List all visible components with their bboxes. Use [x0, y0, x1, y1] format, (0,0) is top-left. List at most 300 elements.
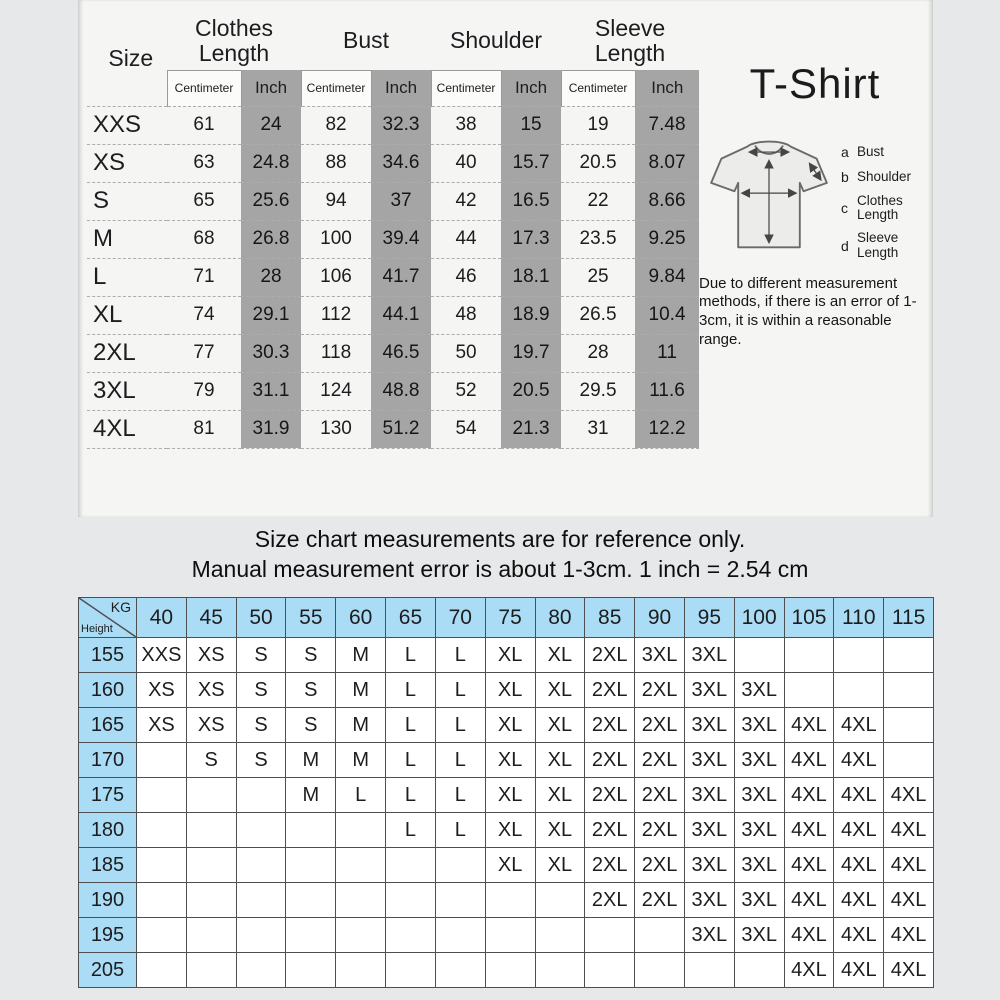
fit-size-cell: XXS — [137, 638, 187, 673]
reference-note-line1: Size chart measurements are for reference only. — [254, 526, 746, 552]
fit-empty-cell — [884, 673, 934, 708]
legend-item-b — [841, 169, 923, 185]
centimeter-value: 28 — [561, 334, 635, 372]
centimeter-value: 88 — [301, 144, 371, 182]
fit-size-cell: L — [386, 638, 436, 673]
fit-size-cell: 2XL — [585, 708, 635, 743]
size-table-row — [87, 372, 699, 410]
fit-empty-cell — [485, 883, 535, 918]
inch-value: 8.66 — [635, 182, 699, 220]
fit-size-cell: XS — [186, 708, 236, 743]
centimeter-value: 46 — [431, 258, 501, 296]
fit-size-cell: 4XL — [884, 918, 934, 953]
fit-empty-cell — [635, 918, 685, 953]
fit-size-cell: L — [435, 743, 485, 778]
fit-size-cell: 2XL — [635, 848, 685, 883]
centimeter-value: 94 — [301, 182, 371, 220]
fit-size-cell: S — [286, 673, 336, 708]
centimeter-unit-header: Centimeter — [301, 70, 371, 106]
fit-empty-cell — [137, 813, 187, 848]
corner-kg-label: KG — [110, 599, 131, 615]
size-label: L — [87, 258, 167, 296]
fit-size-cell: XL — [485, 708, 535, 743]
inch-value: 31.1 — [241, 372, 301, 410]
inch-value: 44.1 — [371, 296, 431, 334]
fit-size-cell: 4XL — [784, 918, 834, 953]
centimeter-value: 63 — [167, 144, 241, 182]
inch-value: 29.1 — [241, 296, 301, 334]
fit-empty-cell — [535, 883, 585, 918]
inch-value: 41.7 — [371, 258, 431, 296]
fit-size-cell: 2XL — [585, 813, 635, 848]
inch-value: 26.8 — [241, 220, 301, 258]
fit-size-cell: S — [286, 708, 336, 743]
fit-size-cell: 3XL — [734, 778, 784, 813]
centimeter-value: 44 — [431, 220, 501, 258]
size-table-row — [87, 220, 699, 258]
fit-size-cell: 4XL — [834, 708, 884, 743]
centimeter-value: 81 — [167, 410, 241, 448]
fit-table-row — [79, 848, 934, 883]
group-header-bust: Bust — [343, 27, 390, 54]
fit-size-cell: 4XL — [784, 743, 834, 778]
fit-size-cell: L — [386, 743, 436, 778]
fit-size-cell: M — [336, 673, 386, 708]
fit-empty-cell — [784, 638, 834, 673]
legend-label: Shoulder — [857, 168, 912, 184]
centimeter-value: 31 — [561, 410, 635, 448]
fit-size-cell: S — [286, 638, 336, 673]
size-table-unit-header-row — [87, 70, 699, 106]
height-header: 190 — [79, 883, 137, 918]
fit-empty-cell — [186, 778, 236, 813]
fit-size-cell: 2XL — [635, 743, 685, 778]
fit-size-cell: L — [435, 778, 485, 813]
size-label: M — [87, 220, 167, 258]
fit-size-cell: 3XL — [684, 778, 734, 813]
fit-size-cell: 2XL — [635, 778, 685, 813]
weight-header: 110 — [834, 598, 884, 638]
centimeter-value: 42 — [431, 182, 501, 220]
fit-size-cell: 3XL — [684, 883, 734, 918]
legend-item-c — [841, 194, 923, 222]
fit-size-cell: 4XL — [784, 708, 834, 743]
weight-header: 50 — [236, 598, 286, 638]
fit-size-cell: M — [336, 743, 386, 778]
fit-size-cell: 4XL — [834, 743, 884, 778]
size-label: XXS — [87, 106, 167, 144]
fit-size-cell: XL — [535, 708, 585, 743]
fit-size-cell: XL — [485, 673, 535, 708]
fit-size-cell: 2XL — [585, 638, 635, 673]
weight-header: 115 — [884, 598, 934, 638]
diagram-legend — [841, 130, 923, 269]
inch-value: 12.2 — [635, 410, 699, 448]
fit-size-cell: S — [236, 638, 286, 673]
fit-empty-cell — [336, 813, 386, 848]
inch-value: 15 — [501, 106, 561, 144]
fit-size-cell: 4XL — [884, 778, 934, 813]
centimeter-value: 124 — [301, 372, 371, 410]
weight-header: 70 — [435, 598, 485, 638]
weight-header: 55 — [286, 598, 336, 638]
size-label: 3XL — [87, 372, 167, 410]
centimeter-value: 23.5 — [561, 220, 635, 258]
fit-size-cell: L — [336, 778, 386, 813]
weight-header: 90 — [635, 598, 685, 638]
fit-table-row — [79, 883, 934, 918]
fit-size-cell: S — [186, 743, 236, 778]
centimeter-value: 52 — [431, 372, 501, 410]
fit-size-cell: 2XL — [585, 743, 635, 778]
fit-size-cell: 2XL — [585, 778, 635, 813]
fit-table — [78, 597, 934, 988]
inch-value: 9.84 — [635, 258, 699, 296]
fit-empty-cell — [137, 743, 187, 778]
inch-value: 34.6 — [371, 144, 431, 182]
fit-empty-cell — [435, 848, 485, 883]
fit-size-cell: L — [386, 673, 436, 708]
fit-empty-cell — [435, 883, 485, 918]
size-table-row — [87, 182, 699, 220]
weight-header: 100 — [734, 598, 784, 638]
size-label: XL — [87, 296, 167, 334]
fit-empty-cell — [286, 813, 336, 848]
fit-empty-cell — [386, 953, 436, 988]
centimeter-value: 68 — [167, 220, 241, 258]
fit-size-cell: L — [435, 673, 485, 708]
size-table-row — [87, 334, 699, 372]
fit-size-cell: 4XL — [784, 953, 834, 988]
fit-empty-cell — [137, 778, 187, 813]
centimeter-value: 82 — [301, 106, 371, 144]
inch-value: 19.7 — [501, 334, 561, 372]
centimeter-value: 77 — [167, 334, 241, 372]
centimeter-value: 26.5 — [561, 296, 635, 334]
inch-value: 10.4 — [635, 296, 699, 334]
fit-table-row — [79, 708, 934, 743]
fit-size-cell: L — [386, 813, 436, 848]
fit-size-cell: L — [386, 708, 436, 743]
inch-value: 11.6 — [635, 372, 699, 410]
size-table-row — [87, 296, 699, 334]
fit-empty-cell — [734, 638, 784, 673]
fit-size-cell: M — [286, 778, 336, 813]
inch-value: 25.6 — [241, 182, 301, 220]
inch-value: 18.1 — [501, 258, 561, 296]
inch-value: 28 — [241, 258, 301, 296]
tshirt-icon — [699, 130, 839, 260]
fit-empty-cell — [834, 638, 884, 673]
legend-key: b — [841, 169, 849, 185]
fit-empty-cell — [834, 673, 884, 708]
size-table-row — [87, 144, 699, 182]
height-header: 175 — [79, 778, 137, 813]
inch-unit-header: Inch — [501, 70, 561, 106]
fit-size-cell: M — [336, 708, 386, 743]
fit-size-cell: S — [236, 743, 286, 778]
fit-empty-cell — [884, 638, 934, 673]
fit-size-cell: XL — [485, 743, 535, 778]
corner-height-label: Height — [81, 623, 113, 635]
measurement-disclaimer: Due to different measurement methods, if there is an error of 1-3cm, it is within a reasonable range. — [699, 274, 917, 348]
centimeter-value: 65 — [167, 182, 241, 220]
weight-header: 60 — [336, 598, 386, 638]
legend-key: c — [841, 200, 848, 217]
size-table-group-header-row — [87, 12, 699, 70]
fit-empty-cell — [137, 883, 187, 918]
fit-empty-cell — [485, 918, 535, 953]
fit-empty-cell — [884, 708, 934, 743]
centimeter-value: 29.5 — [561, 372, 635, 410]
fit-size-cell: XL — [485, 813, 535, 848]
fit-empty-cell — [386, 883, 436, 918]
fit-empty-cell — [386, 918, 436, 953]
fit-size-cell: 3XL — [684, 708, 734, 743]
fit-size-cell: 2XL — [635, 813, 685, 848]
fit-size-cell: XL — [485, 638, 535, 673]
fit-size-cell: 3XL — [734, 918, 784, 953]
fit-empty-cell — [535, 953, 585, 988]
fit-table-row — [79, 638, 934, 673]
fit-size-cell: XL — [535, 673, 585, 708]
fit-table-row — [79, 673, 934, 708]
weight-header: 65 — [386, 598, 436, 638]
fit-empty-cell — [734, 953, 784, 988]
centimeter-value: 25 — [561, 258, 635, 296]
fit-size-cell: 4XL — [884, 883, 934, 918]
size-label: S — [87, 182, 167, 220]
fit-size-cell: 4XL — [834, 813, 884, 848]
fit-size-cell: 3XL — [635, 638, 685, 673]
fit-size-cell: 3XL — [684, 918, 734, 953]
fit-size-cell: 4XL — [834, 778, 884, 813]
inch-value: 17.3 — [501, 220, 561, 258]
fit-empty-cell — [186, 813, 236, 848]
fit-size-cell: XL — [485, 848, 535, 883]
inch-value: 18.9 — [501, 296, 561, 334]
reference-note — [0, 524, 1000, 584]
fit-size-cell: XL — [535, 813, 585, 848]
fit-empty-cell — [286, 883, 336, 918]
inch-value: 39.4 — [371, 220, 431, 258]
fit-empty-cell — [884, 743, 934, 778]
fit-size-cell: L — [386, 778, 436, 813]
inch-value: 37 — [371, 182, 431, 220]
weight-header: 40 — [137, 598, 187, 638]
centimeter-value: 20.5 — [561, 144, 635, 182]
reference-note-line2: Manual measurement error is about 1-3cm. 1 inch = 2.54 cm — [191, 556, 809, 582]
group-header-shoulder: Shoulder — [449, 27, 543, 54]
fit-empty-cell — [236, 778, 286, 813]
right-info-block — [699, 60, 931, 350]
centimeter-value: 50 — [431, 334, 501, 372]
fit-size-cell: 4XL — [784, 813, 834, 848]
height-header: 160 — [79, 673, 137, 708]
height-header: 180 — [79, 813, 137, 848]
fit-size-cell: 4XL — [834, 848, 884, 883]
inch-value: 24 — [241, 106, 301, 144]
inch-value: 32.3 — [371, 106, 431, 144]
legend-item-a — [841, 144, 923, 160]
inch-value: 48.8 — [371, 372, 431, 410]
centimeter-value: 100 — [301, 220, 371, 258]
legend-key: d — [841, 237, 849, 254]
size-label: XS — [87, 144, 167, 182]
inch-value: 8.07 — [635, 144, 699, 182]
fit-empty-cell — [236, 848, 286, 883]
fit-size-cell: 2XL — [635, 673, 685, 708]
fit-size-cell: 4XL — [784, 883, 834, 918]
inch-value: 51.2 — [371, 410, 431, 448]
weight-header: 45 — [186, 598, 236, 638]
fit-size-cell: M — [336, 638, 386, 673]
fit-size-cell: 3XL — [734, 673, 784, 708]
fit-size-cell: L — [435, 708, 485, 743]
fit-empty-cell — [186, 918, 236, 953]
fit-size-cell: 3XL — [734, 708, 784, 743]
fit-size-cell: L — [435, 813, 485, 848]
legend-item-d — [841, 231, 923, 259]
inch-value: 11 — [635, 334, 699, 372]
fit-size-cell: 4XL — [834, 883, 884, 918]
size-label: 4XL — [87, 410, 167, 448]
group-header-sleeve-length: Sleeve Length — [594, 14, 666, 66]
fit-size-cell: M — [286, 743, 336, 778]
height-header: 195 — [79, 918, 137, 953]
centimeter-unit-header: Centimeter — [167, 70, 241, 106]
centimeter-unit-header: Centimeter — [561, 70, 635, 106]
fit-size-cell: XL — [535, 848, 585, 883]
fit-size-cell: S — [236, 708, 286, 743]
centimeter-value: 74 — [167, 296, 241, 334]
height-header: 170 — [79, 743, 137, 778]
measurement-panel — [78, 0, 933, 517]
weight-header: 85 — [585, 598, 635, 638]
corner-kg-height-cell — [79, 598, 137, 638]
fit-size-cell: 4XL — [884, 848, 934, 883]
fit-empty-cell — [784, 673, 834, 708]
fit-empty-cell — [137, 953, 187, 988]
centimeter-value: 40 — [431, 144, 501, 182]
fit-table-row — [79, 953, 934, 988]
fit-size-cell: L — [435, 638, 485, 673]
fit-empty-cell — [485, 953, 535, 988]
fit-empty-cell — [435, 953, 485, 988]
fit-empty-cell — [635, 953, 685, 988]
fit-empty-cell — [684, 953, 734, 988]
fit-empty-cell — [236, 813, 286, 848]
inch-value: 31.9 — [241, 410, 301, 448]
fit-size-cell: 3XL — [684, 638, 734, 673]
inch-value: 30.3 — [241, 334, 301, 372]
size-measurement-table — [87, 12, 699, 449]
fit-empty-cell — [535, 918, 585, 953]
centimeter-value: 130 — [301, 410, 371, 448]
fit-empty-cell — [386, 848, 436, 883]
fit-size-cell: 3XL — [734, 813, 784, 848]
size-table-row — [87, 410, 699, 448]
fit-table-row — [79, 743, 934, 778]
inch-value: 24.8 — [241, 144, 301, 182]
fit-size-cell: 2XL — [585, 883, 635, 918]
fit-size-cell: 4XL — [834, 953, 884, 988]
centimeter-value: 22 — [561, 182, 635, 220]
centimeter-value: 71 — [167, 258, 241, 296]
fit-size-cell: 4XL — [884, 953, 934, 988]
inch-value: 7.48 — [635, 106, 699, 144]
centimeter-value: 48 — [431, 296, 501, 334]
centimeter-value: 118 — [301, 334, 371, 372]
fit-empty-cell — [137, 918, 187, 953]
inch-value: 20.5 — [501, 372, 561, 410]
fit-size-cell: 3XL — [684, 813, 734, 848]
fit-size-cell: XS — [186, 673, 236, 708]
centimeter-value: 54 — [431, 410, 501, 448]
fit-size-cell: 3XL — [684, 673, 734, 708]
fit-size-cell: 4XL — [784, 848, 834, 883]
height-header: 165 — [79, 708, 137, 743]
inch-value: 16.5 — [501, 182, 561, 220]
group-header-clothes-length: Clothes Length — [195, 14, 273, 66]
legend-label: Clothes Length — [857, 193, 903, 223]
product-title: T-Shirt — [749, 60, 881, 107]
size-label: 2XL — [87, 334, 167, 372]
fit-size-cell: XS — [186, 638, 236, 673]
fit-empty-cell — [186, 953, 236, 988]
fit-empty-cell — [236, 953, 286, 988]
centimeter-value: 19 — [561, 106, 635, 144]
size-table-row — [87, 106, 699, 144]
fit-table-row — [79, 778, 934, 813]
fit-empty-cell — [236, 883, 286, 918]
fit-size-cell: 2XL — [635, 883, 685, 918]
size-column-header: Size — [87, 12, 167, 106]
centimeter-unit-header: Centimeter — [431, 70, 501, 106]
fit-size-cell: 4XL — [834, 918, 884, 953]
height-header: 205 — [79, 953, 137, 988]
fit-size-cell: XS — [137, 673, 187, 708]
centimeter-value: 61 — [167, 106, 241, 144]
fit-size-cell: XL — [485, 778, 535, 813]
inch-value: 46.5 — [371, 334, 431, 372]
inch-value: 9.25 — [635, 220, 699, 258]
inch-unit-header: Inch — [241, 70, 301, 106]
fit-empty-cell — [435, 918, 485, 953]
centimeter-value: 38 — [431, 106, 501, 144]
fit-empty-cell — [137, 848, 187, 883]
fit-empty-cell — [286, 848, 336, 883]
centimeter-value: 112 — [301, 296, 371, 334]
inch-value: 21.3 — [501, 410, 561, 448]
tshirt-diagram — [699, 130, 931, 269]
fit-empty-cell — [336, 848, 386, 883]
fit-size-cell: 2XL — [635, 708, 685, 743]
fit-size-cell: 2XL — [585, 848, 635, 883]
weight-header: 105 — [784, 598, 834, 638]
legend-key: a — [841, 144, 849, 160]
fit-empty-cell — [336, 918, 386, 953]
fit-empty-cell — [336, 953, 386, 988]
centimeter-value: 79 — [167, 372, 241, 410]
legend-label: Sleeve Length — [857, 230, 899, 260]
fit-size-cell: 3XL — [734, 743, 784, 778]
size-table-row — [87, 258, 699, 296]
fit-size-cell: 3XL — [684, 743, 734, 778]
inch-value: 15.7 — [501, 144, 561, 182]
inch-unit-header: Inch — [635, 70, 699, 106]
fit-empty-cell — [585, 953, 635, 988]
